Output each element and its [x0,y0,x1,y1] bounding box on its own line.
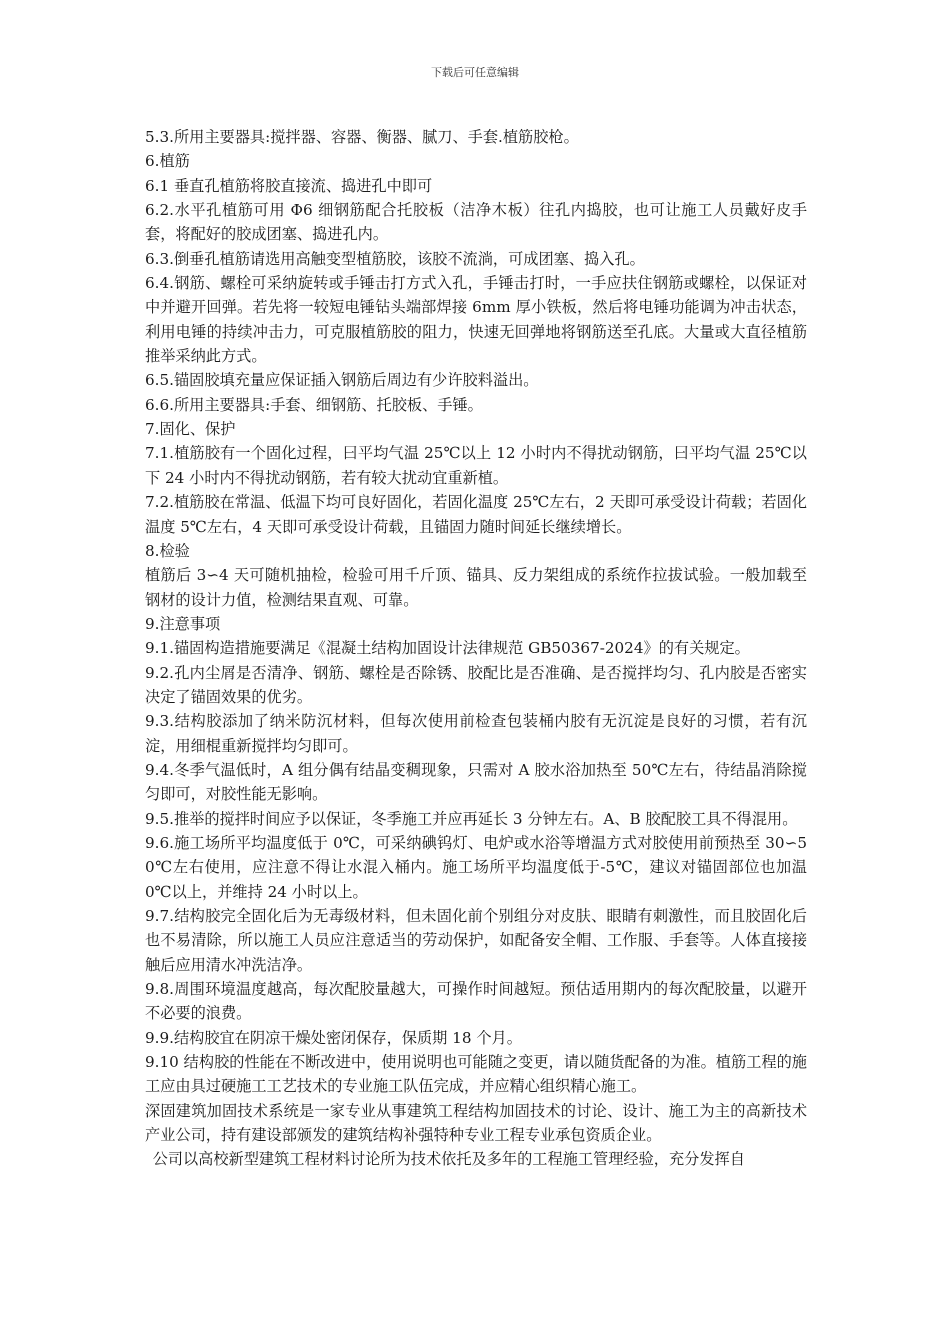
paragraph: 9.9.结构胶宜在阴凉干燥处密闭保存，保质期 18 个月。 [145,1028,522,1047]
paragraph: 9.8.周围环境温度越高，每次配胶量越大，可操作时间越短。预估适用期内的每次配胶量，以避开不必要的浪费。 [145,980,807,1023]
paragraph: 5.3.所用主要器具:搅拌器、容器、衡器、腻刀、手套.植筋胶枪。 [145,128,579,146]
company-intro-paragraph: 公司以高校新型建筑工程材料讨论所为技术依托及多年的工程施工管理经验，充分发挥自 [152,1150,745,1169]
paragraph: 9.5.推举的搅拌时间应予以保证，冬季施工并应再延长 3 分钟左右。A、B 胶配胶工具不得混用。 [145,809,798,828]
paragraph: 9.6.施工场所平均温度低于 0℃，可采纳碘钨灯、电炉或水浴等增温方式对胶使用前预热至 30∽50℃左右使用，应注意不得让水混入桶内。施工场所平均温度低于-5℃，建议对锚固部位也加温 0℃以上，并维持 24 小时以上。 [145,833,807,901]
paragraph: 7.1.植筋胶有一个固化过程，曰平均气温 25℃以上 12 小时内不得扰动钢筋，曰平均气温 25℃以下 24 小时内不得扰动钢筋，若有较大扰动宜重新植。 [145,444,807,487]
paragraph: 9.1.锚固构造措施要满足《混凝土结构加固设计法律规范 GB50367-2024》的有关规定。 [145,639,750,658]
section-heading: 8.检验 [145,541,190,560]
paragraph: 6.4.钢筋、螺栓可采纳旋转或手锤击打方式入孔，手锤击打时，一手应扶住钢筋或螺栓，以保证对中并避开回弹。若先将一较短电锤钻头端部焊接 6mm 厚小铁板，然后将电锤功能调为冲击状态，利用电锤的持续冲击力，可克服植筋胶的阻力，快速无回弹地将钢筋送至孔底。大量或大直径植筋推举采纳此方式。 [145,274,807,366]
paragraph: 6.5.锚固胶填充量应保证插入钢筋后周边有少许胶料溢出。 [145,371,539,390]
paragraph: 6.2.水平孔植筋可用 Φ6 细钢筋配合托胶板（洁净木板）往孔内捣胶，也可让施工人员戴好皮手套，将配好的胶成团塞、捣进孔内。 [145,201,807,244]
paragraph: 6.6.所用主要器具:手套、细钢筋、托胶板、手锤。 [145,395,483,414]
paragraph: 9.4.冬季气温低时，A 组分偶有结晶变稠现象，只需对 A 胶水浴加热至 50℃左右，待结晶消除搅匀即可，对胶性能无影响。 [145,760,807,804]
section-heading: 6.植筋 [145,152,190,171]
paragraph: 9.7.结构胶完全固化后为无毒级材料，但未固化前个别组分对皮肤、眼睛有刺激性，而且胶固化后也不易清除，所以施工人员应注意适当的劳动保护，如配备安全帽、工作服、手套等。人体直接接触后应用清水冲洗洁净。 [145,907,807,974]
paragraph: 9.10 结构胶的性能在不断改进中，使用说明也可能随之变更，请以随货配备的为准。植筋工程的施工应由具过硬施工工艺技术的专业施工队伍完成，并应精心组织精心施工。 [145,1053,807,1096]
paragraph: 9.3.结构胶添加了纳米防沉材料，但每次使用前检查包装桶内胶有无沉淀是良好的习惯，若有沉淀，用细棍重新搅拌均匀即可。 [145,712,807,755]
section-heading: 7.固化、保护 [145,420,236,439]
section-heading: 9.注意事项 [145,614,221,633]
paragraph: 9.2.孔内尘屑是否清净、钢筋、螺栓是否除锈、胶配比是否准确、是否搅拌均匀、孔内胶是否密实决定了锚固效果的优劣。 [145,663,807,706]
paragraph: 植筋后 3∽4 天可随机抽检，检验可用千斤顶、锚具、反力架组成的系统作拉拔试验。一般加载至钢材的设计力值，检测结果直观、可靠。 [145,566,807,609]
page-header: 下载后可任意编辑 [431,66,519,79]
company-intro-paragraph: 深固建筑加固技术系统是一家专业从事建筑工程结构加固技术的讨论、设计、施工为主的高新技术产业公司，持有建设部颁发的建筑结构补强特种专业工程专业承包资质企业。 [145,1101,807,1145]
paragraph: 6.1 垂直孔植筋将胶直接流、捣进孔中即可 [145,176,433,195]
paragraph: 7.2.植筋胶在常温、低温下均可良好固化，若固化温度 25℃左右，2 天即可承受设计荷载；若固化温度 5℃左右，4 天即可承受设计荷载，且锚固力随时间延长继续增长。 [145,493,807,536]
paragraph: 6.3.倒垂孔植筋请选用高触变型植筋胶，该胶不流淌，可成团塞、捣入孔。 [145,249,645,268]
document-body [145,125,807,1172]
